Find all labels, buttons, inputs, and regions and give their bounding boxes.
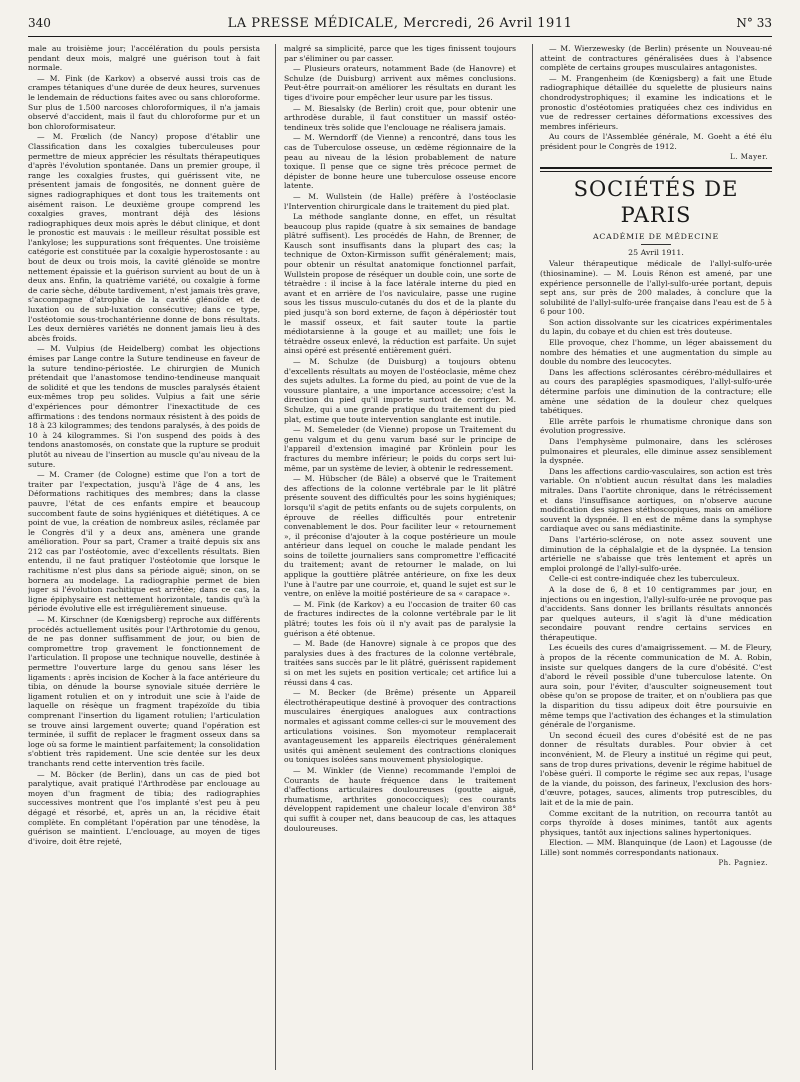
author-signature: Ph. Pagniez. bbox=[718, 858, 768, 867]
paragraph: Comme excitant de la nutrition, on recourra tantôt au corps thyroïde à doses minimes, tantôt aux agents physiques, tantôt aux injections salines hypertoniques. bbox=[540, 808, 772, 837]
paragraph: malgré sa simplicité, parce que les tiges finissent toujours par s'éliminer ou par casser. bbox=[284, 44, 516, 63]
paragraph: Dans les affections sclérosantes cérébro-médullaires et au cours des paraplégies spasmodiques, l'allyl-sulfo-urée détermine parfois une diminution de la contracture; elle amène une sédation de la douleur chez quelques tabétiques. bbox=[540, 367, 772, 416]
paragraph: Celle-ci est contre-indiquée chez les tuberculeux. bbox=[549, 574, 740, 584]
academy-report bbox=[540, 259, 772, 857]
paragraph: — M. Cramer (de Cologne) estime que l'on a tort de traiter par l'expectation, jusqu'à l'âge de 4 ans, les Déformations rachitiques des membres; dans la classe pauvre, l'état de ces enfants empire et beaucoup succombent faute de soins hygiéniques et diététiques. A ce point de vue, la création de nombreux asiles, réclamée par le Congrès d'il y a deux ans, amènera une grande amélioration. Pour sa part, Cramer a traité depuis six ans 212 cas par l'ostéotomie, avec d'excellents résultats. Bien entendu, il ne faut pratiquer l'ostéotomie que lorsque le rachitisme n'est plus dans sa période aiguë; sinon, on se bornera au modelage. La radiographie permet de bien juger si l'évolution rachitique est arrêtée; dans ce cas, la ligne épiphysaire est nettement horizontale, tandis qu'à la période évolutive elle est irrégulièrement sinueuse. bbox=[28, 470, 260, 614]
paragraph: Dans les affections cardio-vasculaires, son action est très variable. On n'obtient aucun résultat dans les maladies mitrales. Dans l'aortite chronique, dans le rétrécissement et dans l'insuffisance aortiques, on n'observe aucune modification des signes stéthoscopiques, mais on améliore souvent la dyspnée. Il en est de même dans la symphyse cardiaque avec ou sans médiastinite. bbox=[540, 466, 772, 534]
section-title: SOCIÉTÉS DE PARIS bbox=[573, 177, 739, 228]
paragraph: — M. Kirschner (de Kœnigsberg) reproche aux différents procédés actuellement usités pour l'Arthrotomie du genou, de ne pas donner suffisamment de jour, ou bien de compromettre trop gravement le fonctionnement de l'articulation. Il propose une technique nouvelle, destinée à permettre l'ouverture large du genou sans léser les ligaments : après incision de Kocher à la face antérieure du tibia, on dénude la bourse synoviale située derrière le ligament rotulien et on y introduit une scie à l'aide de laquelle on résèque un fragment trapézoïde du tibia comprenant l'insertion du ligament rotulien; l'articulation se trouve ainsi largement ouverte; quand l'opération est terminée, il suffit de replacer le fragment osseux dans sa loge où sa forme le maintient parfaitement; la consolidation s'obtient très rapidement. Une scie dentée sur les deux tranchants rend cette intervention très facile. bbox=[28, 615, 260, 768]
column-2 bbox=[284, 44, 516, 1074]
paragraph: — M. Fink (de Karkov) a eu l'occasion de traiter 60 cas de fractures indirectes de la colonne vertébrale par le lit plâtré; toutes les fois où il n'y avait pas de paralysie la guérison a été obtenue. bbox=[284, 599, 516, 638]
short-divider bbox=[641, 244, 671, 245]
paragraph: — M. Becker (de Brême) présente un Appareil électrothérapeutique destiné à provoquer des contractions musculaires énergiques analogues aux contractions normales et agissant comme celles-ci sur le mouvement des articulations voisines. Son myomoteur remplacerait avantageusement les appareils électriques généralement usités qui amènent seulement des contractions cloniques ou toniques isolées sans mouvement physiologique. bbox=[284, 688, 516, 765]
paragraph: — M. Hübscher (de Bâle) a observé que le Traitement des affections de la colonne vertébrale par le lit plâtré présente souvent des difficultés pour les soins hygiéniques; lorsqu'il s'agit de petits enfants ou de sujets corpulents, on éprouve de réelles difficultés pour entretenir convenablement le dos. Pour faciliter leur « retournement », il préconise d'ajouter à la coque postérieure un moule antérieur dans lequel on couche le malade pendant les soins de toilette journaliers sans compromettre l'efficacité du traitement; avant de retourner le malade, on lui applique la gouttière plâtrée antérieure, on fixe les deux l'une à l'autre par une courroie, et, quand le sujet est sur le ventre, on enlève la moitié postérieure de sa « carapace ». bbox=[284, 474, 516, 599]
paragraph: — M. Frangenheim (de Kœnigsberg) a fait une Etude radiographique détaillée du squelette de plusieurs nains chondrodystrophiques; il examine les indications et le pronostic d'ostéotomies pratiquées chez ces individus en vue de redresser certaines déformations excessives des membres inférieurs. bbox=[540, 73, 772, 131]
header-rule bbox=[28, 36, 772, 37]
paragraph: — M. Winkler (de Vienne) recommande l'emploi de Courants de haute fréquence dans le traitement d'affections articulaires douloureuses (goutte aiguë, rhumatisme, arthrites gonococciques); ces courants développent rapidement une chaleur locale d'environ 38° qui suffit à couper net, dans beaucoup de cas, les attaques douloureuses. bbox=[284, 765, 516, 833]
paragraph: Les écueils des cures d'amaigrissement. — M. de Fleury, à propos de la récente communication de M. A. Robin, insiste sur quelques dangers de la cure d'obésité. C'est d'abord le réveil possible d'une tuberculose latente. On aura soin, pour l'éviter, d'ausculter soigneusement tout obèse qu'on se propose de traiter, et on n'oubliera pas que la disparition du tissu adipeux doit être poursuivie en même temps que l'activation des échanges et la stimulation générale de l'organisme. bbox=[540, 643, 772, 730]
paragraph: La méthode sanglante donne, en effet, un résultat beaucoup plus rapide (quatre à six semaines de bandage plâtré suffisent). Les procédés de Hahn, de Brenner, de Kausch sont insuffisants dans la plupart des cas; la technique de Oxton-Kirmisson suffit généralement; mais, pour obtenir un résultat anatomique fonctionnel parfait, Wullstein propose de réséquer un double coin, une sorte de tétraèdre : il incise à la face latérale interne du pied en avant et en arrière de l'os naviculaire, passe une rugine sous les tissus musculo-cutanés du dos et de la plante du pied jusqu'à son bord externe, de façon à dépériostér tout le massif osseux, et fait sauter toute la partie médiotarsienne à la gouge et au maillet; une fois le tétraèdre osseux enlevé, la réduction est parfaite. Un sujet ainsi opéré est présenté entièrement guéri. bbox=[284, 212, 516, 356]
academy-heading: ACADÉMIE DE MÉDECINE bbox=[592, 232, 719, 242]
section-rule bbox=[540, 167, 772, 169]
paragraph: Dans l'artério-sclérose, on note assez souvent une diminution de la céphalalgie et de la dyspnée. La tension artérielle ne s'abaisse que très lentement et après un emploi prolongé de l'allyl-sulfo-urée. bbox=[540, 534, 772, 573]
page-number: 340 bbox=[28, 16, 51, 30]
column-3 bbox=[540, 44, 772, 1074]
paragraph: A la dose de 6, 8 et 10 centigrammes par jour, en injections ou en ingestion, l'allyl-sulfo-urée ne provoque pas d'accidents. Sans donner les brillants résultats annoncés par quelques auteurs, il s'agit là d'une médication secondaire pouvant rendre certains services en thérapeutique. bbox=[540, 584, 772, 642]
paragraph: Son action dissolvante sur les cicatrices expérimentales du lapin, du cobaye et du chien est très douteuse. bbox=[540, 317, 772, 337]
paragraph: — M. Frœlich (de Nancy) propose d'établir une Classification dans les coxalgies tuberculeuses pour permettre de mieux apprécier les résultats thérapeutiques d'après l'évolution spontanée. Dans un premier groupe, il range les coxalgies frustes, qui guérissent vite, ne présentent jamais de fongosités, ne donnent guère de signes radiographiques et dont tous les traitements ont aisément raison. Le deuxième groupe comprend les coxalgies graves, montrant déjà des lésions radiographiques deux mois après le début clinique, et dont le pronostic est mauvais : le meilleur résultat possible est l'ankylose; les suppurations sont fréquentes. Une troisième catégorie est constituée par la coxalgie hyperostosante : au bout de deux ou trois mois, la cavité glénoïde se montre nettement épaissie et la guérison survient au bout de un à deux ans. Enfin, la quatrième variété, ou coxalgie à forme de carie sèche, débute tardivement, n'est jamais très grave, s'accompagne d'atrophie de la cavité glénoïde et de luxation ou de sub-luxation consécutive; dans ce type, l'ostéotomie sous-trochantérienne donne de bons résultats. Les deux dernières variétés ne donnent jamais lieu à des abcès froids. bbox=[28, 132, 260, 343]
paragraph: — M. Schulze (de Duisburg) a toujours obtenu d'excellents résultats au moyen de l'ostéoclasie, même chez des sujets adultes. La forme du pied, au point de vue de la voussure plantaire, a une importance accessoire; c'est la direction du pied qu'il importe surtout de corriger. M. Schulze, qui a une grande pratique du traitement du pied plat, estime que toute intervention sanglante est inutile. bbox=[284, 357, 516, 424]
paragraph: — M. Semeleder (de Vienne) propose un Traitement du genu valgum et du genu varum basé sur le principe de l'appareil d'extension imaginé par Krönlein pour les fractures du membre inférieur; le poids du corps sert lui-même, par un système de levier, à obtenir le redressement. bbox=[284, 425, 516, 473]
paragraph: Valeur thérapeutique médicale de l'allyl-sulfo-urée (thiosinamine). — M. Louis Rénon est amené, par une expérience personnelle de l'allyl-sulfo-urée portant, depuis sept ans, sur près de 200 malades, à conclure que la solubilité de l'allyl-sulfo-urée française dans l'eau est de 5 à 6 pour 100. bbox=[540, 259, 772, 317]
session-date: 25 Avril 1911. bbox=[628, 247, 684, 257]
column-divider bbox=[275, 44, 276, 1070]
paragraph: — M. Fink (de Karkov) a observé aussi trois cas de crampes tétaniques d'une durée de deux heures, survenues le lendemain de réductions faites avec ou sans chloroforme. Sur plus de 1.500 narcoses chloroformiques, il n'a jamais observé d'accident, mais il faut du chloroforme pur et un bon chloroformisateur. bbox=[28, 73, 260, 131]
page-header bbox=[28, 16, 772, 36]
paragraph: Elle provoque, chez l'homme, un léger abaissement du nombre des hématies et une augmentation du simple au double du nombre des leucocytes. bbox=[540, 338, 772, 367]
paragraph: — M. Werndorff (de Vienne) a rencontré, dans tous les cas de Tuberculose osseuse, un œdème régionnaire de la peau au niveau de la lésion probablement de nature toxique. Il pense que ce signe très précoce permet de dépister de bonne heure une tuberculose osseuse encore latente. bbox=[284, 133, 516, 191]
congress-report-end bbox=[540, 44, 772, 152]
paragraph: — Plusieurs orateurs, notamment Bade (de Hanovre) et Schulze (de Duisburg) arrivent aux mêmes conclusions. Peut-être pourrait-on améliorer les résultats en durant les tiges d'ivoire pour empêcher leur usure par les tissus. bbox=[284, 64, 516, 102]
section-rule bbox=[540, 171, 772, 172]
paragraph: Elle arrête parfois le rhumatisme chronique dans son évolution progressive. bbox=[540, 416, 772, 436]
paragraph: — M. Vulpius (de Heidelberg) combat les objections émises par Lange contre la Suture tendineuse en faveur de la suture tendino-périostée. Le chirurgien de Munich prétendait que l'anastomose tendino-tendineuse manquait de solidité et que les tendons de muscles paralysés étaient eux-mêmes trop peu solides. Vulpius a fait une série d'expériences pour démontrer l'inexactitude de ces affirmations : des tendons normaux résistent à des poids de 18 à 23 kilogrammes; des tendons paralysés, à des poids de 10 à 24 kilogrammes. Si l'on suspend des poids à des tendons anastomosés, on constate que la rupture se produit plutôt au niveau de l'insertion au muscle qu'au niveau de la suture. bbox=[28, 344, 260, 469]
column-divider bbox=[532, 44, 533, 1070]
column-1 bbox=[28, 44, 260, 1074]
issue-number: N° 33 bbox=[736, 16, 772, 30]
paragraph: — M. Wullstein (de Halle) préfère à l'ostéoclasie l'Intervention chirurgicale dans le traitement du pied plat. bbox=[284, 191, 516, 211]
paragraph: — M. Bade (de Hanovre) signale à ce propos que des paralysies dues à des fractures de la colonne vertébrale, traitées sans succès par le lit plâtré, guérissent rapidement si on met les sujets en position verticale; cet artifice lui a réussi dans 4 cas. bbox=[284, 639, 516, 687]
paragraph: Un second écueil des cures d'obésité est de ne pas donner de résultats durables. Pour obvier à cet inconvénient, M. de Fleury a institué un régime qui peut, sans de trop dures privations, devenir le régime habituel de l'obèse guéri. Il comporte le régime sec aux repas, l'usage de la viande, du poisson, des farineux, l'exclusion des hors-d'œuvre, potages, sauces, aliments trop putrescibles, du lait et de la mie de pain. bbox=[540, 730, 772, 807]
paragraph: — M. Böcker (de Berlin), dans un cas de pied bot paralytique, avait pratiqué l'Arthrodèse par enclouage au moyen d'un fragment de tibia; des radiographies successives montrent que l'os implanté s'est peu à peu dégagé et résorbé, et, après un an, la récidive était complète. En complétant l'opération par une ténodèse, la guérison se maintient. L'enclouage, au moyen de tiges d'ivoire, doit être rejeté, bbox=[28, 769, 260, 846]
running-title: LA PRESSE MÉDICALE, Mercredi, 26 Avril 1911 bbox=[227, 16, 573, 31]
paragraph: — M. Wierzewesky (de Berlin) présente un Nouveau-né atteint de contractures généralisées dues à l'absence complète de certains groupes musculaires antagonistes. bbox=[540, 44, 772, 73]
paragraph: Election. — MM. Blanquinque (de Laon) et Lagousse (de Lille) sont nommés correspondants nationaux. bbox=[540, 838, 772, 857]
paragraph: Au cours de l'Assemblée générale, M. Goeht a été élu président pour le Congrès de 1912. bbox=[540, 132, 772, 151]
author-signature: L. Mayer. bbox=[730, 152, 768, 161]
paragraph: male au troisième jour; l'accélération du pouls persista pendant deux mois, malgré une guérison tout à fait normale. bbox=[28, 44, 260, 73]
paragraph: — M. Biesalsky (de Berlin) croit que, pour obtenir une arthrodèse durable, il faut constituer un massif ostéo-tendineux très solide que l'enclouage ne réalisera jamais. bbox=[284, 103, 516, 132]
paragraph: Dans l'emphysème pulmonaire, dans les scléroses pulmonaires et pleurales, elle diminue assez sensiblement la dyspnée. bbox=[540, 437, 772, 466]
